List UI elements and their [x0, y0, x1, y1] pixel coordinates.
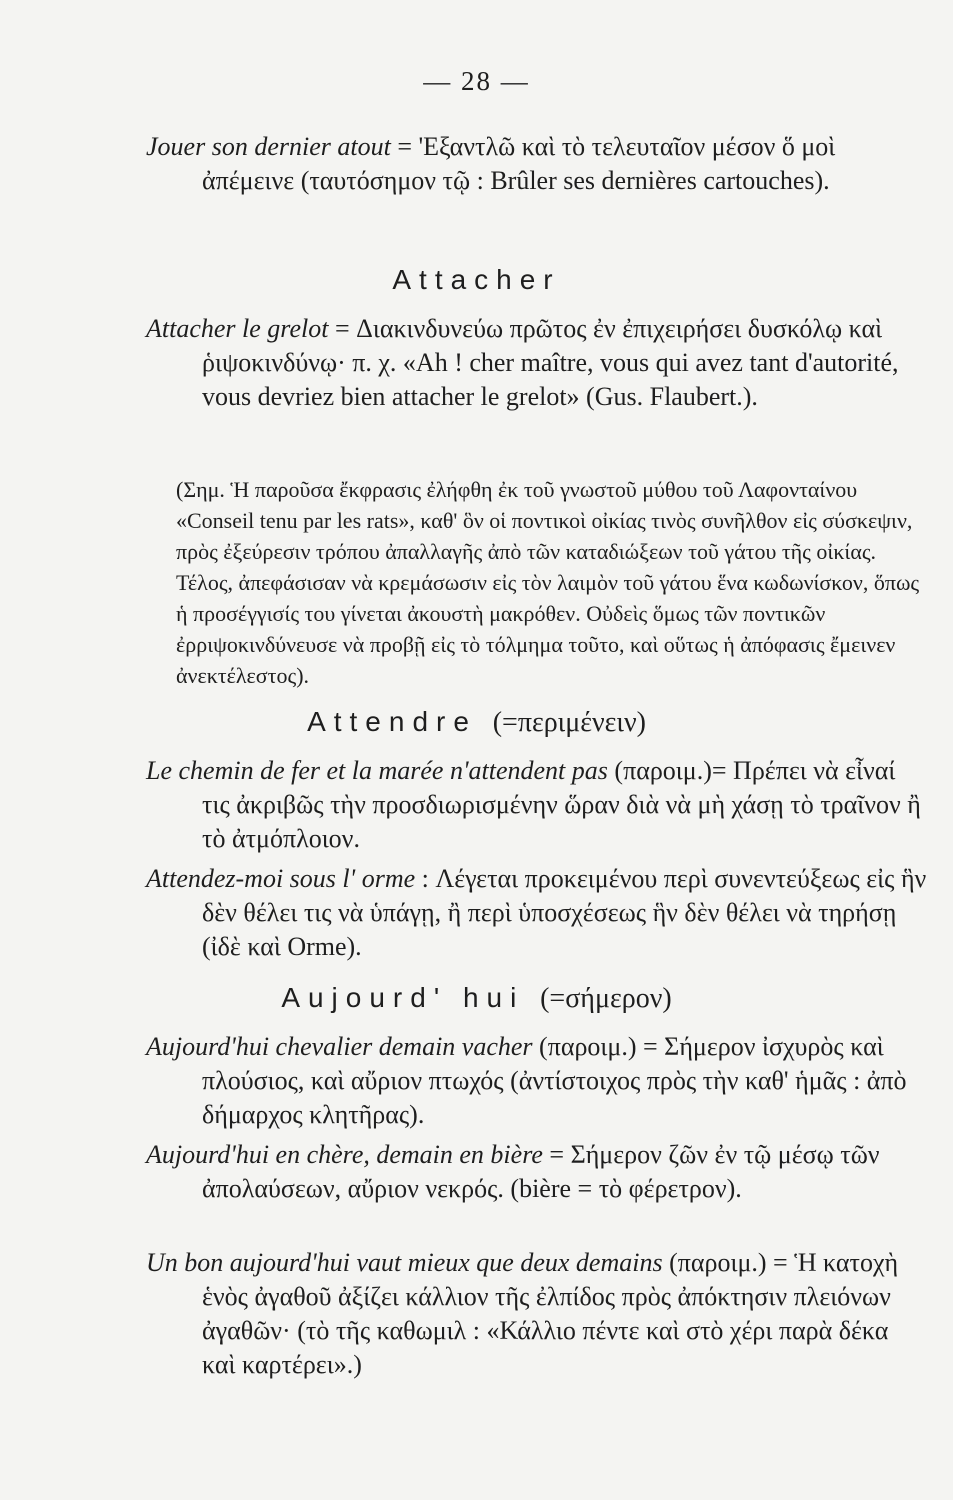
footnote-remark: [176, 474, 934, 691]
entry-chevalier: [146, 1030, 928, 1132]
headword-text: Attendre: [307, 706, 477, 737]
entry-definition: (παροιμ.)= Πρέπει νὰ εἶναί τις ἀκριβῶς τὴν προσδιωρισμένην ὥραν διὰ νὰ μὴ χάσῃ τὸ τραῖνον ἢ τὸ ἀτμόπλοιον.: [202, 756, 921, 853]
headword-gloss: (=σήμερον): [540, 983, 672, 1014]
entry-grelot: [146, 312, 928, 414]
entry-definition: (παροιμ.) = Σήμερον ἰσχυρὸς καὶ πλούσιος, καὶ αὔριον πτωχός (ἀντίστοιχος πρὸς τὴν καθ' ἡμᾶς : ἀπὸ δήμαρχος κλητῆρας).: [202, 1032, 907, 1129]
headword-text: Attacher: [392, 264, 561, 295]
entry-definition: : Λέγεται προκειμένου περὶ συνεντεύξεως εἰς ἣν δὲν θέλει τις νὰ ὑπάγῃ, ἢ περὶ ὑποσχέσεως ἣν δὲν θέλει νὰ τηρήσῃ (ἰδὲ καὶ Orme).: [202, 864, 927, 961]
page-number: — 28 —: [423, 66, 530, 96]
entry-definition: (παροιμ.) = Ἡ κατοχὴ ἑνὸς ἀγαθοῦ ἀξίζει κάλλιον τῆς ἐλπίδος πρὸς ἀπόκτησιν πλειόνων ἀγαθῶν· (τὸ τῆς καθωμιλ : «Κάλλιο πέντε καὶ στὸ χέρι παρὰ δέκα καὶ καρτέρει».): [202, 1248, 899, 1379]
headword-attacher: [0, 264, 953, 296]
entry-term: Aujourd'hui en chère, demain en bière: [146, 1140, 543, 1169]
entry-term: Attacher le grelot: [146, 314, 329, 343]
entry-definition: = Σήμερον ζῶν ἐν τῷ μέσῳ τῶν ἀπολαύσεων, αὔριον νεκρός. (bière = τὸ φέρετρον).: [202, 1140, 880, 1203]
entry-definition: = 'Εξαντλῶ καὶ τὸ τελευταῖον μέσον ὅ μοὶ ἀπέμεινε (ταυτόσημον τῷ : Brûler ses dernières cartouches).: [202, 132, 836, 195]
entry-chemin: [146, 754, 928, 856]
entry-term: Jouer son dernier atout: [146, 132, 391, 161]
entry-term: Attendez-moi sous l' orme: [146, 864, 416, 893]
entry-orme: [146, 862, 928, 964]
entry-term: Le chemin de fer et la marée n'attendent pas: [146, 756, 608, 785]
headword-text: Aujourd' hui: [281, 982, 525, 1013]
entry-definition: = Διακινδυνεύω πρῶτος ἐν ἐπιχειρήσει δυσκόλῳ καὶ ῥιψοκινδύνῳ· π. χ. «Ah ! cher maître, vous qui avez tant d'autorité, vous devriez bien attacher le grelot» (Gus. Flaubert.).: [202, 314, 899, 411]
entry-atout: [146, 130, 928, 198]
entry-demains: [146, 1246, 928, 1382]
headword-attendre: [0, 706, 953, 739]
entry-term: Aujourd'hui chevalier demain vacher: [146, 1032, 533, 1061]
entry-term: Un bon aujourd'hui vaut mieux que deux demains: [146, 1248, 663, 1277]
headword-gloss: (=περιμένειν): [492, 707, 646, 738]
note-text: (Σημ. Ἡ παροῦσα ἔκφρασις ἐλήφθη ἐκ τοῦ γνωστοῦ μύθου τοῦ Λαφονταίνου «Conseil tenu par les rats», καθ' ὃν οἱ ποντικοὶ οἰκίας τινὸς συνῆλθον εἰς σύσκεψιν, πρὸς ἐξεύρεσιν τρόπου ἀπαλλαγῆς ἀπὸ τῶν καταδιώξεων τοῦ γάτου τῆς οἰκίας. Τέλος, ἀπεφάσισαν νὰ κρεμάσωσιν εἰς τὸν λαιμὸν τοῦ γάτου ἕνα κωδωνίσκον, ὅπως ἡ προσέγγισίς του γίνεται ἀκουστὴ μακρόθεν. Οὐδεὶς ὅμως τῶν ποντικῶν ἐρριψοκινδύνευσε νὰ προβῇ εἰς τὸ τόλμημα τοῦτο, καὶ οὕτως ἡ ἀπόφασις ἔμεινεν ἀνεκτέλεστος).: [176, 477, 920, 688]
entry-biere: [146, 1138, 928, 1206]
headword-aujourdhui: [0, 982, 953, 1015]
